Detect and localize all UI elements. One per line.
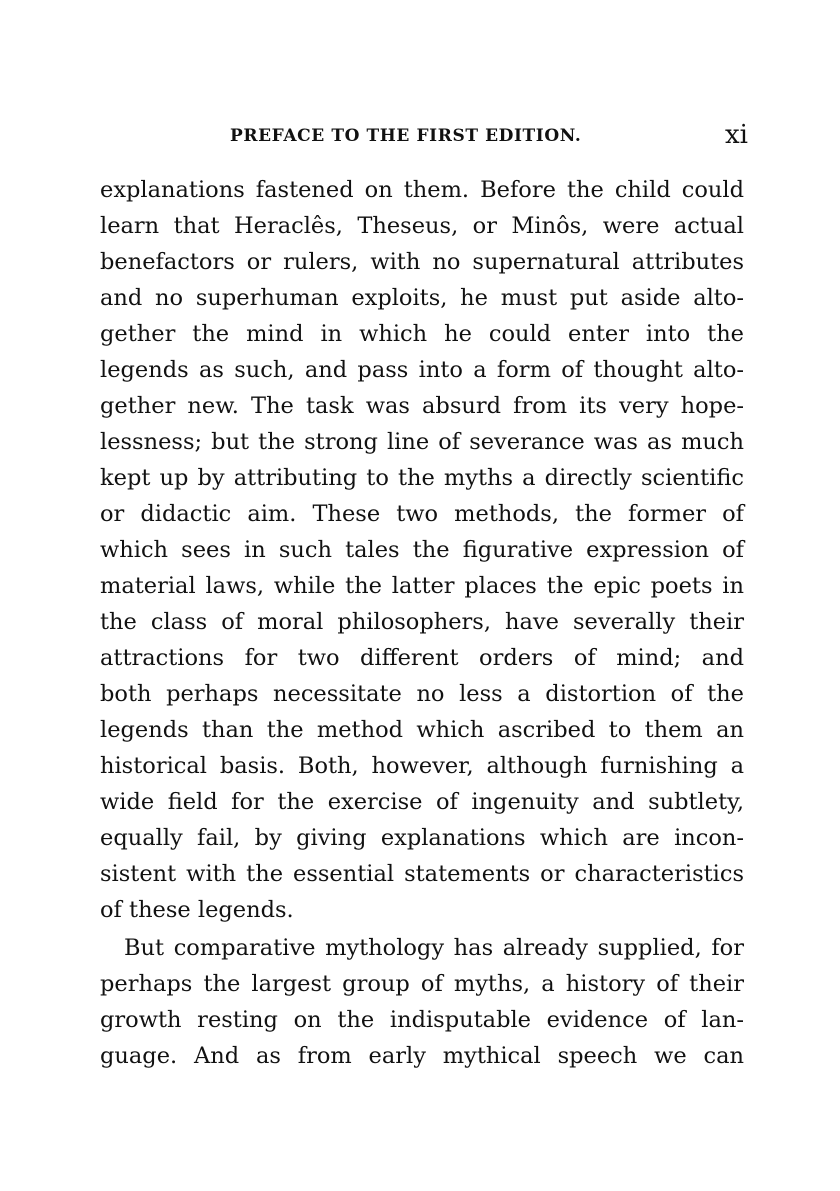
text-line: gether the mind in which he could enter into the: [100, 321, 744, 347]
text-line: legends as such, and pass into a form of thought alto-: [100, 357, 744, 383]
text-line: legends than the method which ascribed to them an: [100, 717, 744, 743]
text-line: sistent with the essential statements or characteristics: [100, 861, 744, 887]
body-text: [100, 172, 744, 1074]
text-line: both perhaps necessitate no less a distortion of the: [100, 681, 744, 707]
page-header: [100, 120, 748, 160]
text-line: or didactic aim. These two methods, the former of: [100, 501, 744, 527]
paragraph-2: [100, 930, 744, 1074]
text-line: explanations fastened on them. Before the child could: [100, 177, 744, 203]
text-line: material laws, while the latter places the epic poets in: [100, 573, 744, 599]
text-line: the class of moral philosophers, have severally their: [100, 609, 744, 635]
text-line: of these legends.: [100, 897, 294, 923]
text-line: which sees in such tales the figurative expression of: [100, 537, 744, 563]
text-line: wide field for the exercise of ingenuity and subtlety,: [100, 789, 744, 815]
text-line: perhaps the largest group of myths, a history of their: [100, 971, 744, 997]
text-line: benefactors or rulers, with no supernatural attributes: [100, 249, 744, 275]
text-line: But comparative mythology has already supplied, for: [124, 935, 744, 961]
text-line: kept up by attributing to the myths a directly scientific: [100, 465, 744, 491]
text-line: attractions for two different orders of mind; and: [100, 645, 744, 671]
text-line: historical basis. Both, however, although furnishing a: [100, 753, 744, 779]
page-number: xi: [725, 120, 748, 150]
text-line: guage. And as from early mythical speech we can: [100, 1043, 744, 1069]
text-line: learn that Heraclês, Theseus, or Minôs, were actual: [100, 213, 744, 239]
text-line: gether new. The task was absurd from its very hope-: [100, 393, 744, 419]
text-line: lessness; but the strong line of severance was as much: [100, 429, 744, 455]
text-line: equally fail, by giving explanations which are incon-: [100, 825, 744, 851]
paragraph-1: [100, 172, 744, 928]
running-head: PREFACE TO THE FIRST EDITION.: [230, 126, 582, 146]
text-line: growth resting on the indisputable evidence of lan-: [100, 1007, 744, 1033]
text-line: and no superhuman exploits, he must put aside alto-: [100, 285, 744, 311]
